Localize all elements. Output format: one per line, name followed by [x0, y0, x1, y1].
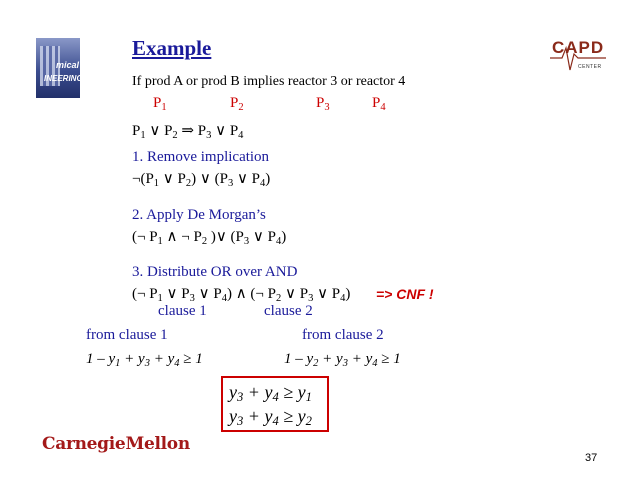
chemical-engineering-logo: [36, 38, 83, 98]
clause1-label: clause 1: [158, 303, 207, 319]
clause2-label: clause 2: [264, 303, 313, 319]
step2-formula: (¬ $P_1$ ∧ ¬ $P_2$ )∨ ($P_3$ ∨ $P_4$): [132, 229, 287, 247]
capd-logo-subtitle: CENTER: [578, 64, 602, 70]
step2-heading: 2. Apply De Morgan’s: [132, 207, 266, 223]
step3-heading: 3. Distribute OR over AND: [132, 264, 298, 280]
cnf-label: => CNF !: [376, 286, 434, 302]
chem-logo-text-2: INEERING: [44, 74, 83, 83]
result-box: [221, 376, 329, 432]
result-line-2: $y_3 + y_4 \ge y_2$: [229, 406, 312, 428]
from-clause2-label: from clause 2: [302, 327, 384, 343]
slide-title: Example: [132, 36, 212, 60]
inequality-clause2: $1 - y_2 + y_3 + y_4 \ge 1$: [284, 351, 401, 369]
var-p3: $P_3$: [316, 95, 330, 113]
implication-formula: $P_1$ ∨ $P_2$ ⇒ $P_3$ ∨ $P_4$: [132, 123, 244, 141]
var-p2: $P_2$: [230, 95, 244, 113]
page-number: 37: [585, 452, 598, 464]
problem-statement: If prod A or prod B implies reactor 3 or reactor 4: [132, 74, 406, 89]
inequality-clause1: $1 - y_1 + y_3 + y_4 \ge 1$: [86, 351, 203, 369]
capd-logo-word: CAPD: [552, 38, 605, 57]
carnegie-mellon-logo: CarnegieMellon: [42, 434, 190, 454]
step3-formula: (¬ $P_1$ ∨ $P_3$ ∨ $P_4$) ∧ (¬ $P_2$ ∨ $P_3$ ∨ $P_4$): [132, 286, 351, 304]
step1-formula: $\neg(P_1$ ∨ $P_2$) ∨ ($P_3$ ∨ $P_4$): [132, 171, 271, 189]
result-line-1: $y_3 + y_4 \ge y_1$: [229, 382, 312, 404]
waveform-icon: [548, 36, 608, 80]
from-clause1-label: from clause 1: [86, 327, 168, 343]
step1-heading: 1. Remove implication: [132, 149, 270, 165]
chem-logo-text-1: mical: [56, 60, 80, 70]
var-p1: $P_1$: [153, 95, 167, 113]
capd-center-logo: [548, 36, 608, 80]
var-p4: $P_4$: [372, 95, 386, 113]
